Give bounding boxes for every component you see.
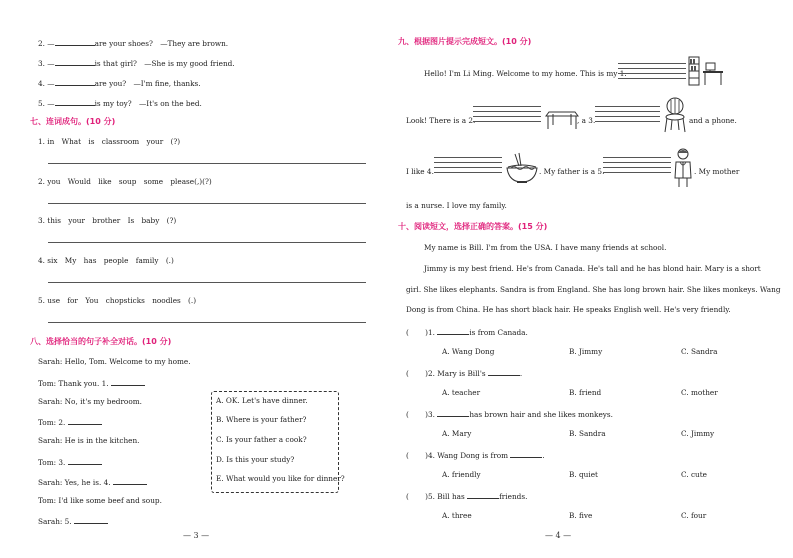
q-text: is from Canada. [469, 328, 528, 337]
dialog-text: Sarah: Yes, he is. 4. [38, 478, 111, 487]
answer-blank[interactable] [55, 98, 95, 106]
option-b[interactable]: B. Sandra [569, 429, 606, 438]
word-guide-line[interactable] [595, 116, 660, 117]
answer-blank[interactable] [68, 417, 102, 425]
noodles-bowl-icon [505, 152, 539, 184]
chair-icon [663, 97, 687, 133]
answer-blank[interactable] [55, 38, 95, 46]
answer-blank[interactable] [111, 378, 145, 386]
reorder-item: 1. in What is classroom your (?) [38, 137, 181, 146]
word-guide-line [618, 78, 686, 79]
word-guide-line [473, 106, 541, 107]
q-number: )3. [425, 410, 435, 419]
word-guide-line [595, 111, 660, 112]
word-guide-line[interactable] [473, 116, 541, 117]
q-number: )5. Bill has [425, 492, 465, 501]
fill-question [38, 78, 201, 87]
answer-line[interactable] [48, 203, 366, 204]
q-text: is that girl? —She is my good friend. [94, 59, 235, 68]
word-guide-line [603, 172, 671, 173]
word-guide-line [473, 111, 541, 112]
passage-line: girl. She likes elephants. Sandra is from England. She has long brown hair. She likes monkeys. Wang [406, 285, 781, 294]
dialog-text: Sarah: 5. [38, 517, 72, 526]
dialog-text: Tom: 3. [38, 458, 66, 467]
answer-blank[interactable] [74, 516, 108, 524]
option-item: B. Where is your father? [216, 415, 307, 424]
word-guide-line [603, 162, 671, 163]
section-10-title: 十、阅读短文，选择正确的答案。(15 分) [398, 222, 548, 231]
option-a[interactable]: A. friendly [442, 470, 481, 479]
reorder-item: 4. six My has people family (.) [38, 256, 174, 265]
option-a[interactable]: A. Mary [442, 429, 472, 438]
mc-question: ( )3. has brown hair and she likes monkeys. [406, 410, 613, 419]
answer-blank[interactable] [68, 457, 102, 465]
dialog-line [38, 457, 102, 466]
q-text: friends. [499, 492, 528, 501]
word-guide-line [603, 157, 671, 158]
option-c[interactable]: C. four [681, 511, 707, 520]
option-item: D. Is this your study? [216, 455, 295, 464]
option-b[interactable]: B. Jimmy [569, 347, 603, 356]
option-a[interactable]: A. teacher [442, 388, 481, 397]
passage-line: Hello! I'm Li Ming. Welcome to my home. This is my 1. [424, 69, 627, 78]
option-item: E. What would you like for dinner? [216, 474, 345, 483]
option-b[interactable]: B. quiet [569, 470, 598, 479]
fill-question [38, 58, 235, 67]
page-number: — 3 — [183, 531, 210, 540]
option-b[interactable]: B. friend [569, 388, 602, 397]
reorder-item: 2. you Would like soup some please(,)(?) [38, 177, 212, 186]
word-guide-line [618, 63, 686, 64]
q-text: are your shoes? —They are brown. [94, 39, 229, 48]
study-room-icon [688, 55, 726, 87]
passage-line: My name is Bill. I'm from the USA. I have many friends at school. [424, 243, 667, 252]
mc-question: ( )1. is from Canada. [406, 328, 528, 337]
q-number: )2. Mary is Bill's [425, 369, 486, 378]
q-number: )4. Wang Dong is from [425, 451, 509, 460]
q-text: has brown hair and she likes monkeys. [469, 410, 613, 419]
answer-blank[interactable] [437, 327, 469, 335]
answer-blank[interactable] [55, 78, 95, 86]
dialog-line: Tom: I'd like some beef and soup. [38, 496, 162, 505]
mc-question: ( )4. Wang Dong is from . [406, 451, 545, 460]
word-guide-line[interactable] [618, 73, 686, 74]
q-text: are you? —I'm fine, thanks. [94, 79, 201, 88]
word-guide-line [595, 121, 660, 122]
option-c[interactable]: C. Jimmy [681, 429, 715, 438]
word-guide-line [434, 157, 502, 158]
q-prefix: 2. — [38, 39, 55, 48]
section-7-title: 七、连词成句。(10 分) [30, 117, 116, 126]
passage-line: . My father is a 5. [539, 167, 605, 176]
word-guide-line[interactable] [434, 167, 502, 168]
dialog-line [38, 378, 145, 387]
answer-line[interactable] [48, 322, 366, 323]
passage-line: Jimmy is my best friend. He's from Canada. He's tall and he has blond hair. Mary is a short [424, 264, 761, 273]
dialog-line [38, 477, 147, 486]
word-guide-line[interactable] [603, 167, 671, 168]
reorder-item: 3. this your brother Is baby (?) [38, 216, 177, 225]
option-b[interactable]: B. five [569, 511, 593, 520]
reorder-item: 5. use for You chopsticks noodles (.) [38, 296, 197, 305]
dialog-text: Tom: Thank you. 1. [38, 379, 109, 388]
answer-bracket[interactable] [411, 451, 425, 458]
option-a[interactable]: A. three [442, 511, 472, 520]
dialog-line: Sarah: Hello, Tom. Welcome to my home. [38, 357, 191, 366]
word-guide-line [434, 162, 502, 163]
option-item: A. OK. Let's have dinner. [216, 396, 308, 405]
q-text: . [519, 369, 523, 378]
answer-blank[interactable] [437, 409, 469, 417]
answer-blank[interactable] [510, 450, 545, 460]
passage-line: Dong is from China. He has short black hair. He speaks English well. He's very friendly. [406, 305, 731, 314]
option-c[interactable]: C. cute [681, 470, 707, 479]
table-icon [545, 106, 579, 130]
passage-line: , a 3. [577, 116, 596, 125]
dialog-line: Sarah: No, it's my bedroom. [38, 397, 142, 406]
q-prefix: 5. — [38, 99, 55, 108]
answer-line[interactable] [48, 282, 366, 283]
passage-line: Look! There is a 2. [406, 116, 476, 125]
q-number: )1. [425, 328, 435, 337]
q-text: . [542, 451, 545, 460]
answer-blank[interactable] [113, 477, 147, 485]
word-guide-line [473, 121, 541, 122]
fill-question [38, 98, 202, 107]
q-prefix: 4. — [38, 79, 55, 88]
option-c[interactable]: C. Sandra [681, 347, 718, 356]
q-prefix: 3. — [38, 59, 55, 68]
page-number: — 4 — [545, 531, 572, 540]
option-a[interactable]: A. Wang Dong [442, 347, 495, 356]
dialog-line: Sarah: He is in the kitchen. [38, 436, 140, 445]
dialog-line [38, 516, 108, 525]
option-c[interactable]: C. mother [681, 388, 718, 397]
section-8-title: 八、选择恰当的句子补全对话。(10 分) [30, 337, 172, 346]
doctor-icon [673, 148, 693, 188]
option-item: C. Is your father a cook? [216, 435, 307, 444]
answer-line[interactable] [48, 163, 366, 164]
mc-question: ( )2. Mary is Bill's . [406, 369, 523, 378]
dialog-text: Tom: 2. [38, 418, 66, 427]
word-guide-line [618, 68, 686, 69]
passage-line: I like 4. [406, 167, 434, 176]
passage-line: . My mother [694, 167, 740, 176]
answer-bracket[interactable] [411, 369, 425, 376]
answer-blank[interactable] [55, 58, 95, 66]
answer-bracket[interactable] [411, 328, 425, 335]
answer-blank[interactable] [488, 368, 523, 378]
answer-bracket[interactable] [411, 492, 425, 499]
answer-line[interactable] [48, 242, 366, 243]
answer-bracket[interactable] [411, 410, 425, 417]
answer-blank[interactable] [467, 491, 499, 499]
passage-line: and a phone. [689, 116, 737, 125]
fill-question [38, 38, 228, 47]
passage-line: is a nurse. I love my family. [406, 201, 507, 210]
q-text: is my toy? —It's on the bed. [94, 99, 202, 108]
dialog-line [38, 417, 102, 426]
word-guide-line [595, 106, 660, 107]
section-9-title: 九、根据图片提示完成短文。(10 分) [398, 37, 532, 46]
mc-question: ( )5. Bill has friends. [406, 492, 528, 501]
word-guide-line [434, 172, 502, 173]
